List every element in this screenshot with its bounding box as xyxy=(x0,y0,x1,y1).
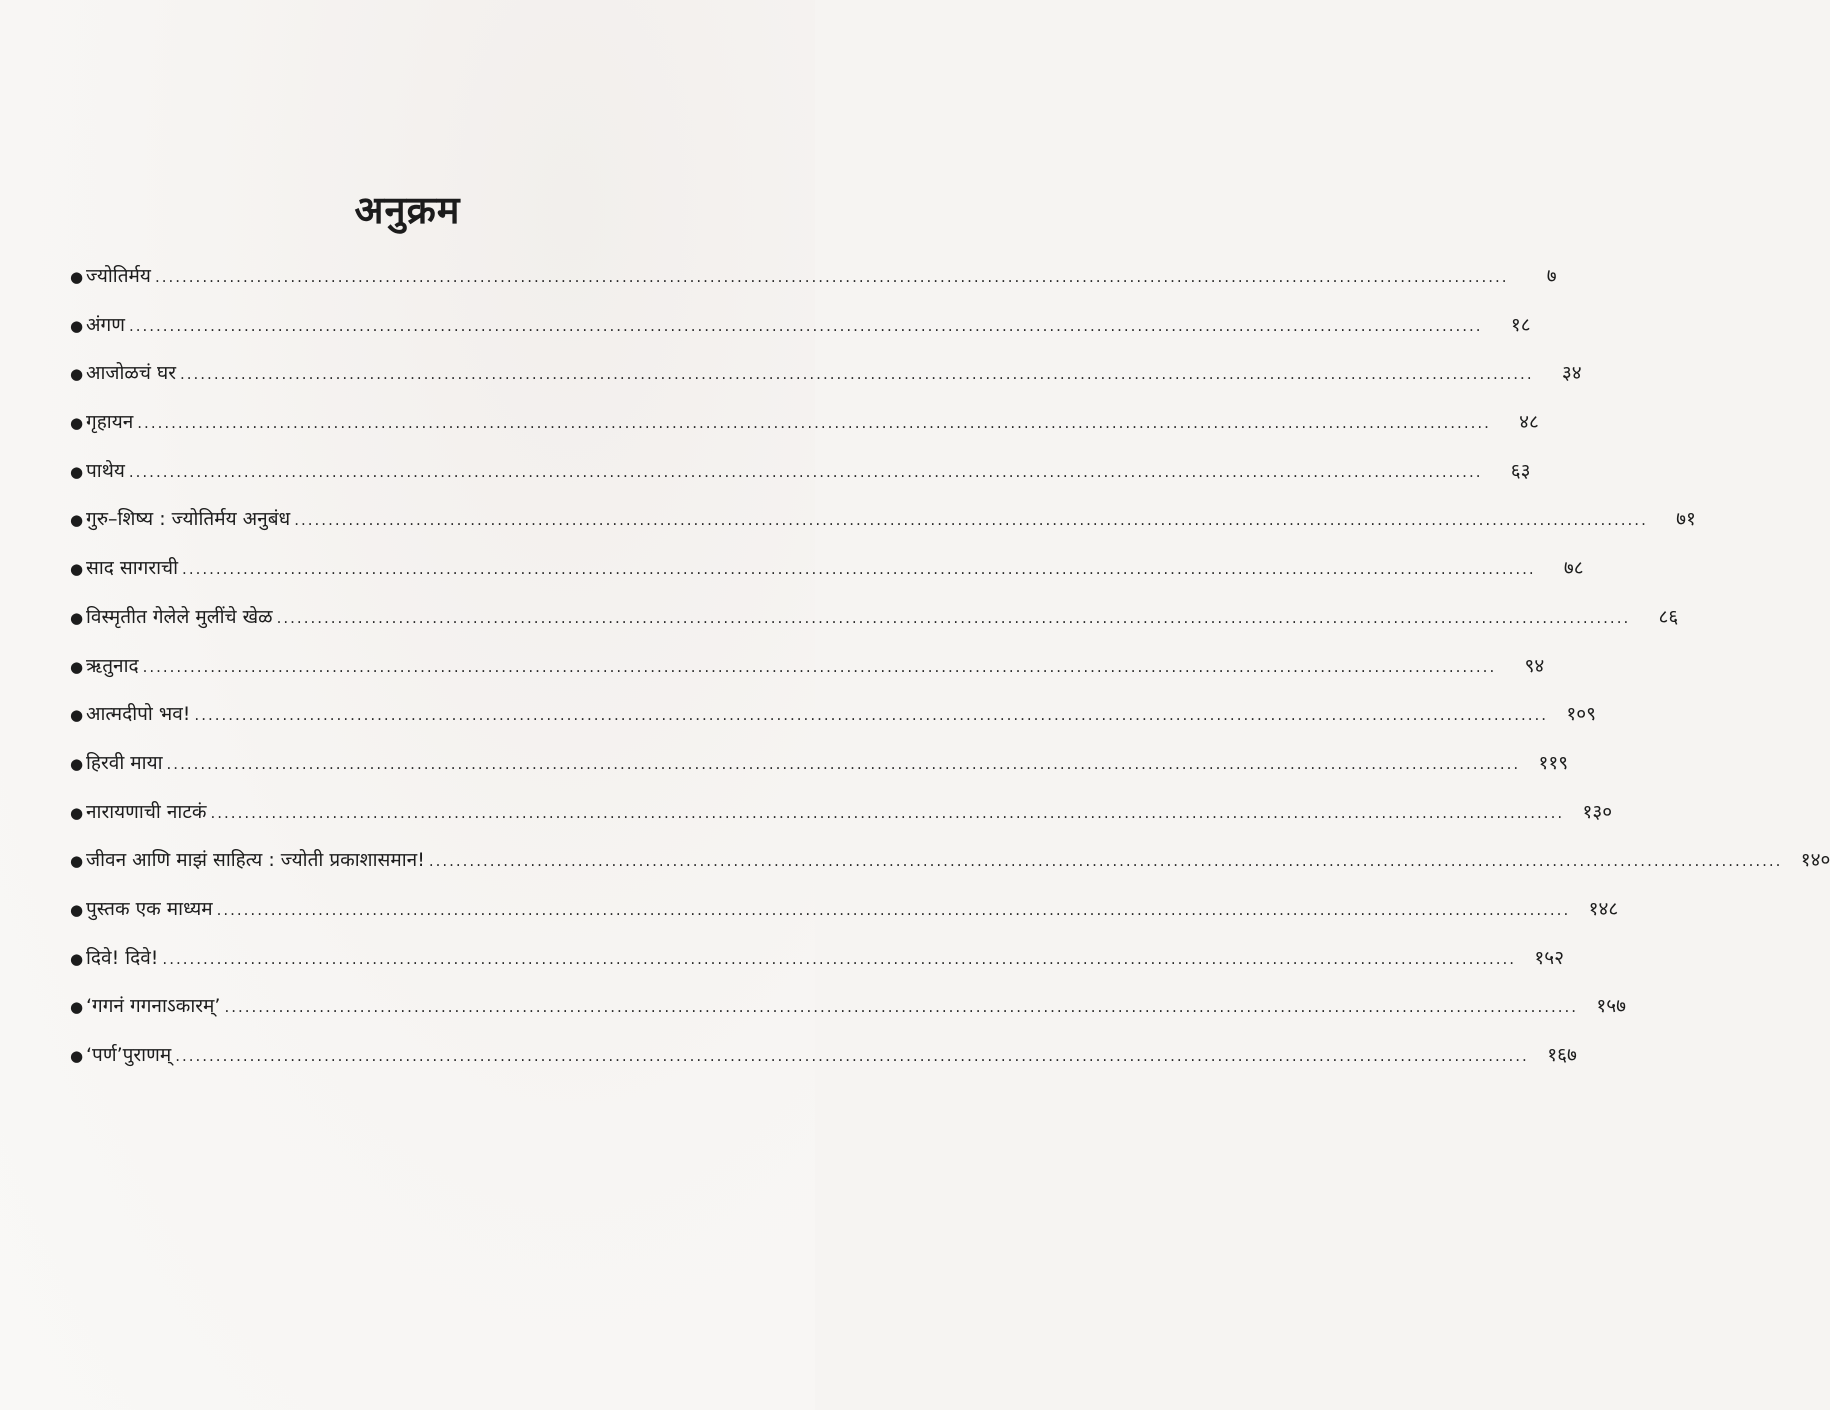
dot-leader: ........................................................................................................................................................................................................ xyxy=(179,365,1534,384)
table-of-contents xyxy=(70,262,1830,1090)
dot-leader: ........................................................................................................................................................................................................ xyxy=(224,998,1579,1017)
toc-entry-page-number: १४८ xyxy=(1588,897,1619,920)
dot-leader: ........................................................................................................................................................................................................ xyxy=(128,316,1483,335)
toc-entry-title: ऋतुनाद xyxy=(86,654,139,677)
toc-entry-title: ‘गगनं गगनाऽकारम्’ xyxy=(86,995,221,1018)
toc-entry xyxy=(70,505,1696,554)
toc-entry-title: जीवन आणि माझं साहित्य : ज्योती प्रकाशासमान! xyxy=(86,849,425,872)
bullet-icon: ● xyxy=(70,754,84,773)
toc-entry-page-number: ४८ xyxy=(1519,411,1539,434)
toc-entry-page-number: ८६ xyxy=(1658,605,1679,628)
toc-entry-page-number: ७१ xyxy=(1676,508,1696,531)
toc-entry-title: आत्मदीपो भव! xyxy=(86,703,191,726)
toc-entry-title: गुरु–शिष्य : ज्योतिर्मय अनुबंध xyxy=(86,508,291,531)
toc-entry-page-number: १४० xyxy=(1800,849,1830,872)
toc-entry xyxy=(70,652,1545,701)
toc-entry xyxy=(70,798,1613,847)
dot-leader: ........................................................................................................................................................................................................ xyxy=(175,1047,1529,1065)
toc-entry-title: गृहायन xyxy=(86,411,134,434)
toc-entry xyxy=(70,944,1565,993)
dot-leader: ........................................................................................................................................................................................................ xyxy=(428,852,1783,871)
bullet-icon: ● xyxy=(70,998,84,1017)
toc-entry-page-number: ३४ xyxy=(1561,362,1582,385)
toc-entry-title: ‘पर्ण’पुराणम् xyxy=(86,1044,172,1066)
dot-leader: ........................................................................................................................................................................................................ xyxy=(194,706,1549,725)
dot-leader: ........................................................................................................................................................................................................ xyxy=(182,560,1536,579)
toc-entry-title: हिरवी माया xyxy=(86,751,163,774)
bullet-icon: ● xyxy=(70,706,84,725)
dot-leader: ........................................................................................................................................................................................................ xyxy=(276,608,1631,627)
dot-leader: ........................................................................................................................................................................................................ xyxy=(294,511,1648,530)
dot-leader: ........................................................................................................................................................................................................ xyxy=(216,900,1571,919)
toc-entry-page-number: ९४ xyxy=(1524,654,1545,677)
toc-entry xyxy=(70,603,1679,652)
toc-entry-page-number: १८ xyxy=(1510,313,1531,336)
bullet-icon: ● xyxy=(70,657,84,676)
toc-entry xyxy=(70,311,1531,360)
toc-entry xyxy=(70,262,1557,311)
dot-leader: ........................................................................................................................................................................................................ xyxy=(142,657,1497,676)
toc-entry xyxy=(70,895,1619,944)
toc-entry xyxy=(70,457,1531,506)
toc-entry xyxy=(70,992,1627,1041)
bullet-icon: ● xyxy=(70,852,84,871)
toc-entry-page-number: १०९ xyxy=(1566,703,1597,726)
toc-entry-title: ज्योतिर्मय xyxy=(86,265,151,287)
toc-entry-title: दिवे! दिवे! xyxy=(86,946,159,969)
toc-entry-title: आजोळचं घर xyxy=(86,362,176,385)
toc-entry-page-number: ७ xyxy=(1546,265,1557,287)
toc-entry-page-number: १५२ xyxy=(1534,946,1565,969)
toc-entry xyxy=(70,554,1584,603)
toc-entry xyxy=(70,1041,1577,1090)
toc-entry-title: पुस्तक एक माध्यम xyxy=(86,897,213,920)
toc-entry-page-number: १५७ xyxy=(1596,995,1627,1018)
toc-entry-page-number: १३० xyxy=(1582,800,1613,823)
toc-entry-page-number: ७८ xyxy=(1563,557,1584,580)
toc-entry xyxy=(70,408,1539,457)
bullet-icon: ● xyxy=(70,316,84,335)
toc-entry-title: पाथेय xyxy=(86,459,125,482)
bullet-icon: ● xyxy=(70,268,84,286)
toc-entry-page-number: १६७ xyxy=(1547,1044,1577,1066)
toc-entry xyxy=(70,700,1597,749)
toc-entry-title: अंगण xyxy=(86,313,125,336)
toc-entry xyxy=(70,846,1830,895)
bullet-icon: ● xyxy=(70,949,84,968)
bullet-icon: ● xyxy=(70,900,84,919)
bullet-icon: ● xyxy=(70,803,84,822)
dot-leader: ........................................................................................................................................................................................................ xyxy=(210,803,1565,822)
dot-leader: ........................................................................................................................................................................................................ xyxy=(137,414,1491,433)
toc-entry xyxy=(70,749,1569,798)
toc-entry-page-number: ६३ xyxy=(1510,459,1531,482)
dot-leader: ........................................................................................................................................................................................................ xyxy=(162,949,1517,968)
toc-entry xyxy=(70,359,1582,408)
dot-leader: ........................................................................................................................................................................................................ xyxy=(166,754,1521,773)
toc-entry-page-number: ११९ xyxy=(1538,751,1569,774)
toc-entry-title: नारायणाची नाटकं xyxy=(86,800,207,823)
bullet-icon: ● xyxy=(70,608,84,627)
bullet-icon: ● xyxy=(70,1047,84,1065)
bullet-icon: ● xyxy=(70,560,84,579)
bullet-icon: ● xyxy=(70,462,84,481)
toc-entry-title: साद सागराची xyxy=(86,557,179,580)
page-title: अनुक्रम xyxy=(354,188,461,233)
bullet-icon: ● xyxy=(70,365,84,384)
bullet-icon: ● xyxy=(70,414,84,433)
dot-leader: ........................................................................................................................................................................................................ xyxy=(128,462,1483,481)
dot-leader: ........................................................................................................................................................................................................ xyxy=(154,268,1509,286)
toc-entry-title: विस्मृतीत गेलेले मुलींचे खेळ xyxy=(86,605,273,628)
bullet-icon: ● xyxy=(70,511,84,530)
